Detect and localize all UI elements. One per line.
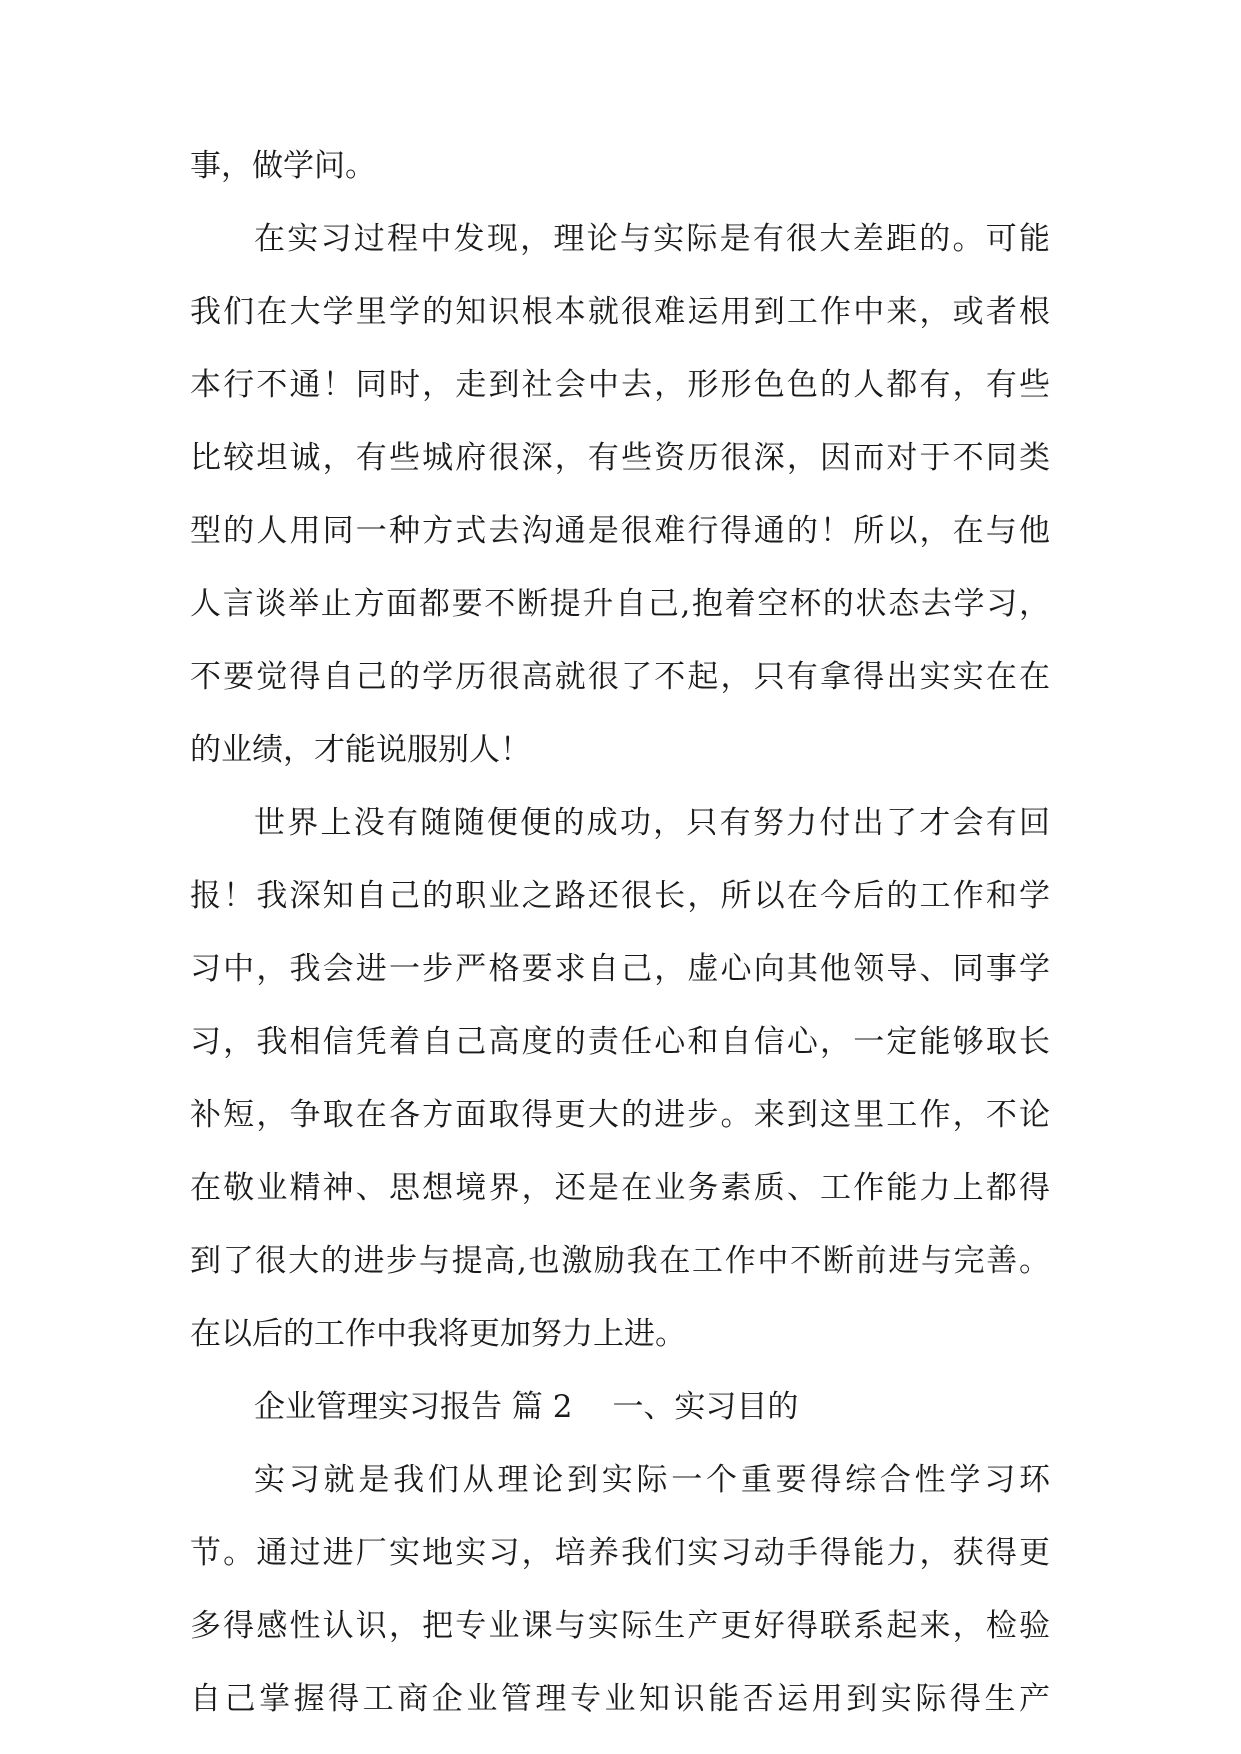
section-heading <box>254 1377 1050 1437</box>
text-line: 型的人用同一种方式去沟通是很难行得通的！所以，在与他 <box>190 513 1050 549</box>
text-line: 我们在大学里学的知识根本就很难运用到工作中来，或者根 <box>190 294 1050 330</box>
text-line: 不要觉得自己的学历很高就很了不起，只有拿得出实实在在 <box>190 659 1050 695</box>
report-title: 企业管理实习报告 篇 2 <box>254 1389 573 1425</box>
text-line: 习，我相信凭着自己高度的责任心和自信心，一定能够取长 <box>190 1024 1050 1060</box>
text-line: 到了很大的进步与提高,也激励我在工作中不断前进与完善。 <box>190 1243 1050 1279</box>
paragraph-start: 在实习过程中发现，理论与实际是有很大差距的。可能 <box>254 221 1050 257</box>
text-line: 的业绩，才能说服别人！ <box>190 732 531 768</box>
text-line: 事，做学问。 <box>190 148 376 184</box>
paragraph-start: 世界上没有随随便便的成功，只有努力付出了才会有回 <box>254 805 1050 841</box>
paragraph-start: 实习就是我们从理论到实际一个重要得综合性学习环 <box>254 1462 1050 1498</box>
section-title: 一、实习目的 <box>612 1389 799 1425</box>
text-line: 多得感性认识，把专业课与实际生产更好得联系起来，检验 <box>190 1608 1050 1644</box>
text-line: 比较坦诚，有些城府很深，有些资历很深，因而对于不同类 <box>190 440 1050 476</box>
text-line: 习中，我会进一步严格要求自己，虚心向其他领导、同事学 <box>190 951 1050 987</box>
text-line: 自己掌握得工商企业管理专业知识能否运用到实际得生产 <box>190 1681 1050 1717</box>
text-line: 节。通过进厂实地实习，培养我们实习动手得能力，获得更 <box>190 1535 1050 1571</box>
text-line: 本行不通！同时，走到社会中去，形形色色的人都有，有些 <box>190 367 1050 403</box>
text-line: 在敬业精神、思想境界，还是在业务素质、工作能力上都得 <box>190 1170 1050 1206</box>
text-line: 报！我深知自己的职业之路还很长，所以在今后的工作和学 <box>190 878 1050 914</box>
text-line: 在以后的工作中我将更加努力上进。 <box>190 1316 686 1352</box>
text-line: 补短，争取在各方面取得更大的进步。来到这里工作，不论 <box>190 1097 1050 1133</box>
text-line: 人言谈举止方面都要不断提升自己,抱着空杯的状态去学习， <box>190 586 1050 622</box>
